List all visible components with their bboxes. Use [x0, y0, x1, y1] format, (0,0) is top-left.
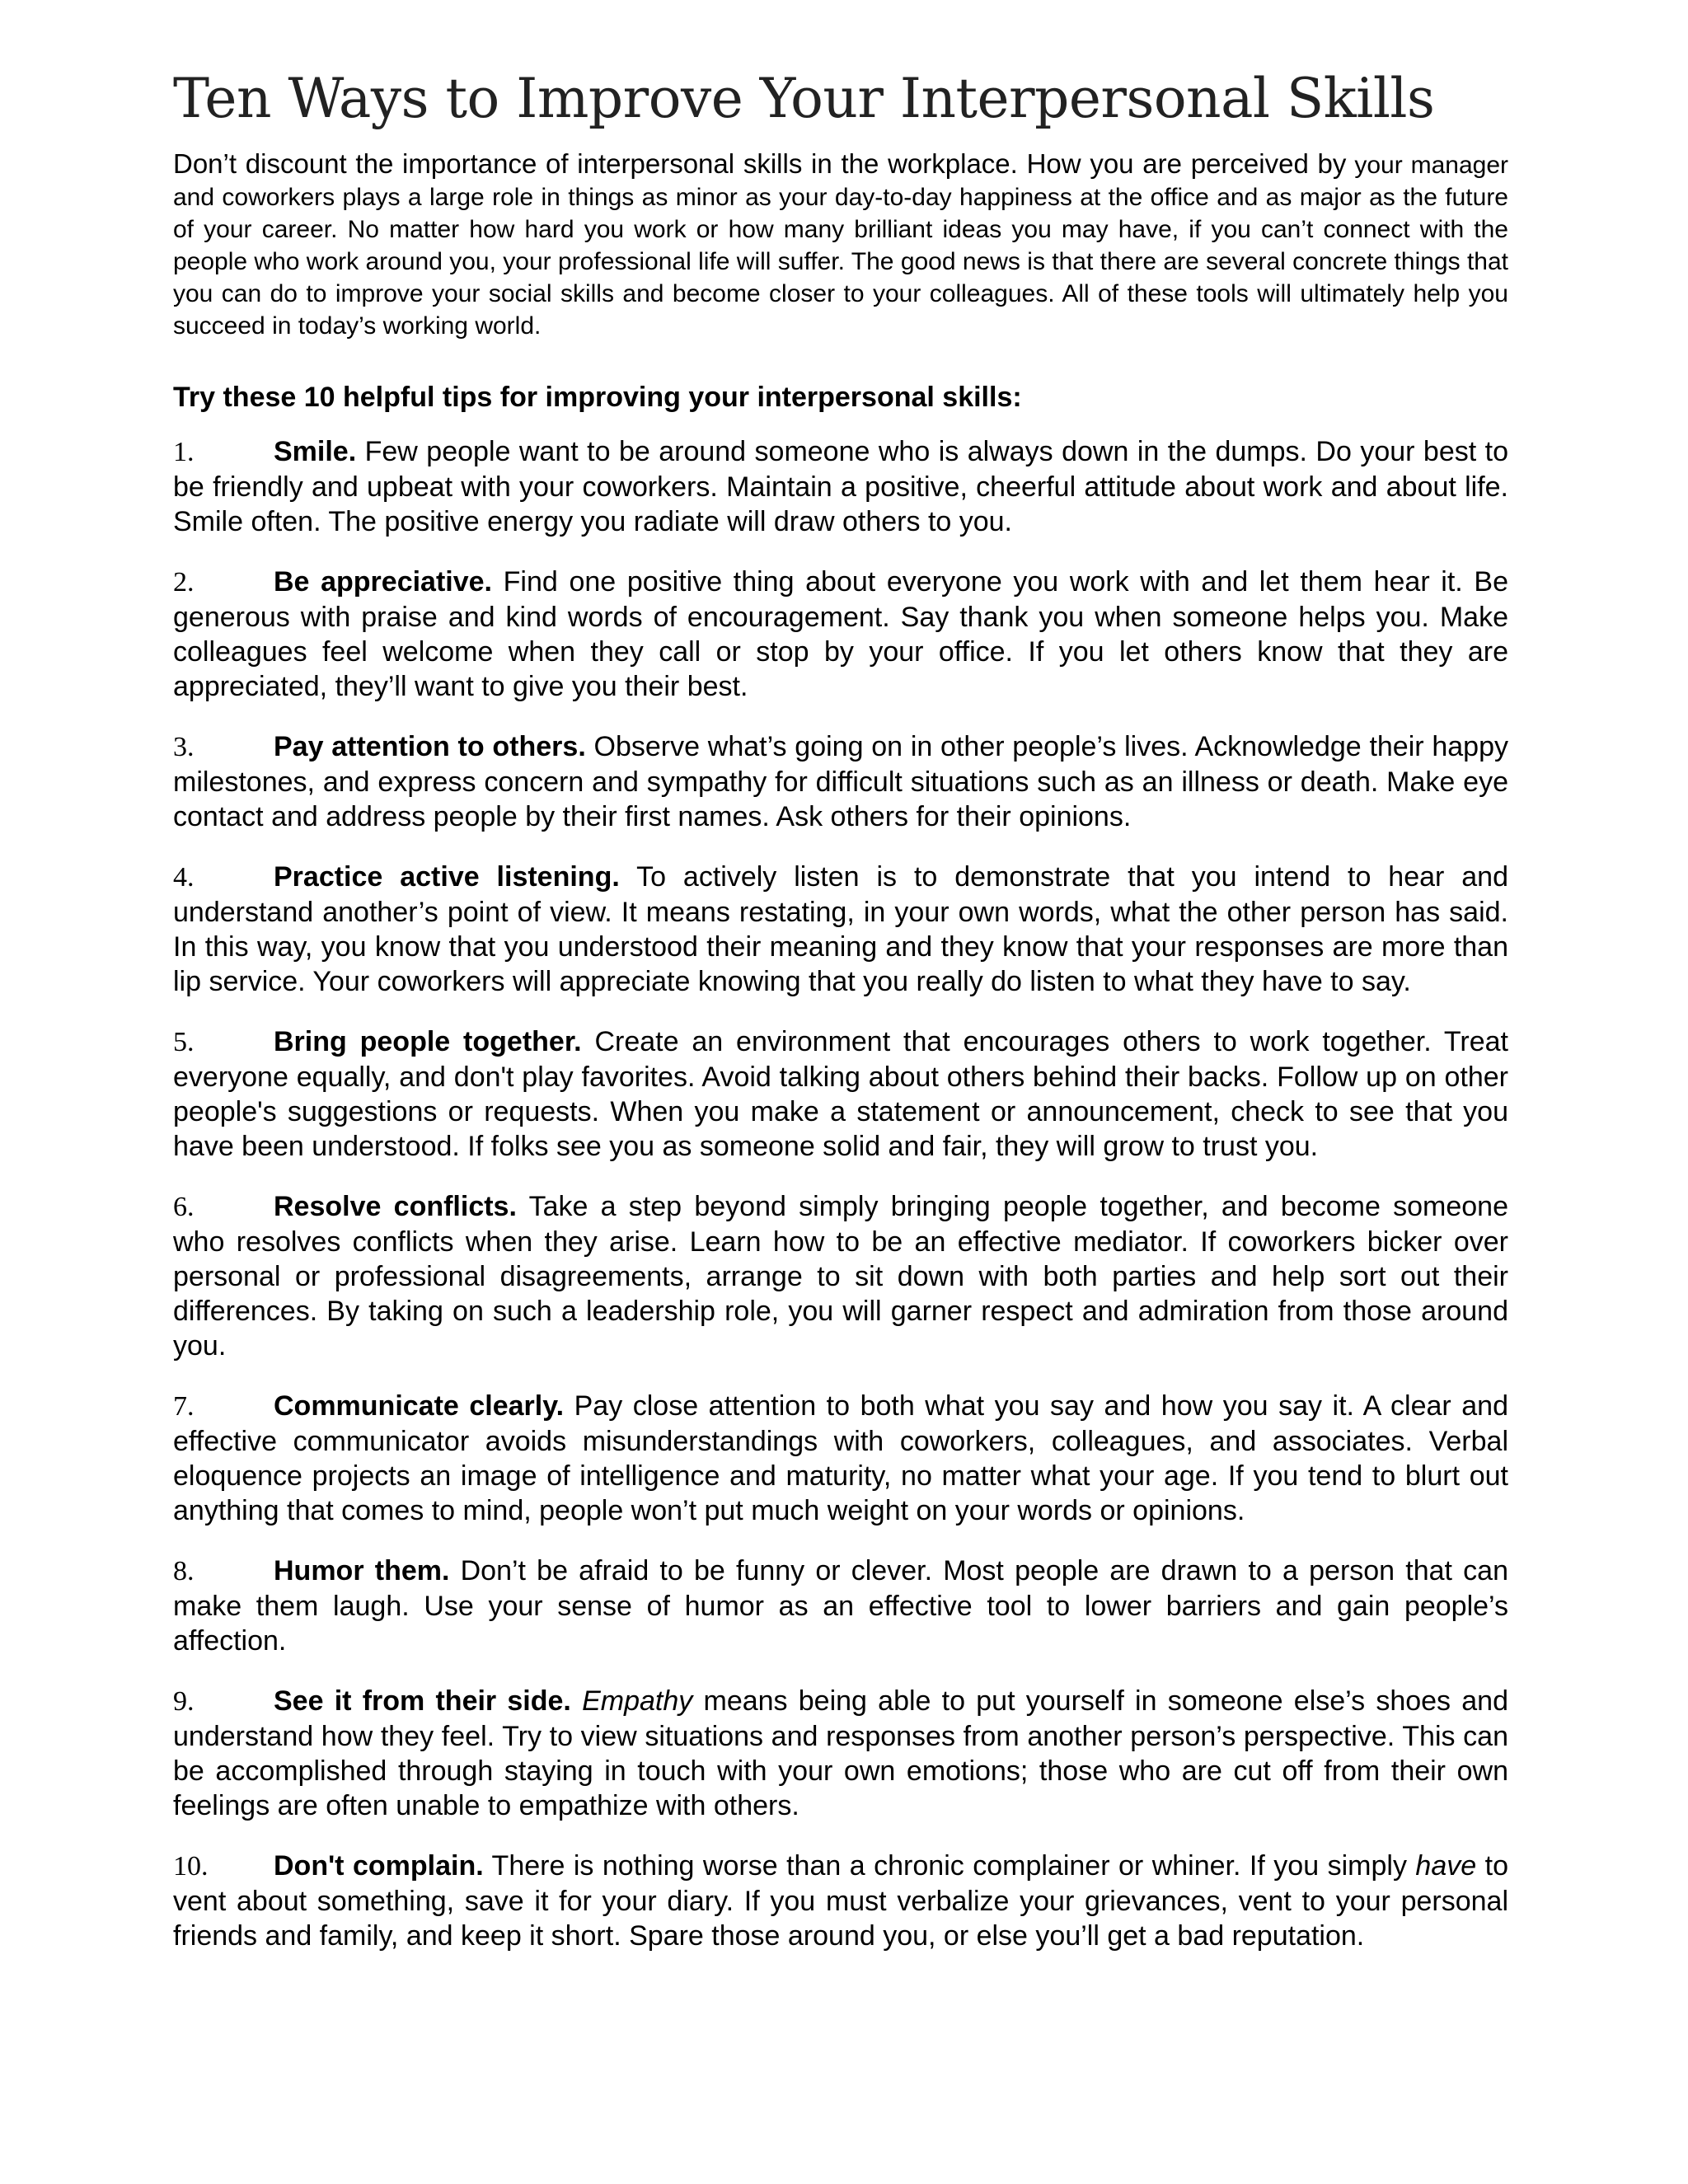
document-page	[173, 66, 1508, 1979]
tip-body: Don’t be afraid to be funny or clever. Most people are drawn to a person that can make them laugh. Use your sense of humor as an effective tool to lower barriers and gain people’s affection.	[173, 1555, 1508, 1657]
tip-number: 5.	[173, 1027, 195, 1058]
tip-heading: See it from their side.	[274, 1685, 571, 1718]
tip-heading: Humor them.	[274, 1555, 450, 1587]
tip-heading: Bring people together.	[274, 1026, 582, 1058]
page-title: Ten Ways to Improve Your Interpersonal Skills	[173, 67, 1435, 130]
tip-body: To actively listen is to demonstrate that you intend to hear and understand another’s point of view. It means restating, in your own words, what the other person has said. In this way, you know that you understood their meaning and they know that your responses are more than lip service. Your coworkers will appreciate knowing that you really do listen to what they have to say.	[173, 861, 1508, 998]
tip-item	[173, 729, 1508, 834]
tip-item	[173, 1849, 1508, 1953]
tip-body: Observe what’s going on in other people’s lives. Acknowledge their happy milestones, and express concern and sympathy for difficult situations such as an illness or death. Make eye contact and address people by their first names. Ask others for their opinions.	[173, 731, 1508, 833]
tip-heading: Don't complain.	[274, 1850, 484, 1882]
tip-body: Create an environment that encourages others to work together. Treat everyone equally, and don't play favorites. Avoid talking about others behind their backs. Follow up on other people's suggestions or requests. When you make a statement or announcement, check to see that you have been understood. If folks see you as someone solid and fair, they will grow to trust you.	[173, 1026, 1508, 1163]
tip-heading: Be appreciative.	[274, 566, 492, 598]
tip-body-pre	[571, 1685, 582, 1717]
tip-body: Find one positive thing about everyone you work with and let them hear it. Be generous with praise and kind words of encouragement. Say thank you when someone helps you. Make colleagues feel welcome when they call or stop by your office. If you let others know that they are appreciated, they’ll want to give you their best.	[173, 566, 1508, 703]
tip-item	[173, 1189, 1508, 1363]
tip-heading: Smile.	[274, 436, 357, 468]
tip-item	[173, 1024, 1508, 1164]
tip-number: 4.	[173, 862, 195, 893]
tip-number: 1.	[173, 437, 195, 468]
tip-item	[173, 1684, 1508, 1823]
intro-lead: Don’t discount the importance of interpersonal skills in the workplace. How you are perceived by	[173, 148, 1347, 180]
tip-heading: Practice active listening.	[274, 861, 620, 893]
tips-subheading: Try these 10 helpful tips for improving your interpersonal skills:	[173, 382, 1022, 414]
intro-rest: your manager and coworkers plays a large role in things as minor as your day-to-day happiness at the office and as major as the future of your career. No matter how hard you work or how many brilliant ideas you may have, if you can’t connect with the people who work around you, your professional life will suffer. The good news is that there are several concrete things that you can do to improve your social skills and become closer to your colleagues. All of these tools will ultimately help you succeed in today’s working world.	[173, 152, 1508, 340]
tip-number: 6.	[173, 1192, 195, 1223]
tip-body-post: to vent about something, save it for your diary. If you must verbalize your grievances, vent to your personal friends and family, and keep it short. Spare those around you, or else you’ll get a bad reputation.	[173, 1850, 1508, 1952]
intro-paragraph	[173, 148, 1508, 342]
tip-number: 10.	[173, 1851, 209, 1882]
tip-body-emphasis: have	[1415, 1850, 1477, 1882]
tip-number: 8.	[173, 1556, 195, 1587]
tip-body-emphasis: Empathy	[582, 1685, 693, 1718]
tip-item	[173, 1389, 1508, 1528]
tip-number: 7.	[173, 1391, 195, 1422]
tip-body: Few people want to be around someone who is always down in the dumps. Do your best to be friendly and upbeat with your coworkers. Maintain a positive, cheerful attitude about work and about life. Smile often. The positive energy you radiate will draw others to you.	[173, 436, 1508, 538]
tip-item	[173, 860, 1508, 999]
tip-heading: Communicate clearly.	[274, 1390, 565, 1422]
tip-heading: Pay attention to others.	[274, 731, 586, 763]
tip-heading: Resolve conflicts.	[274, 1191, 517, 1223]
tip-number: 3.	[173, 732, 195, 763]
tip-item	[173, 565, 1508, 704]
tip-body: Pay close attention to both what you say and how you say it. A clear and effective communicator avoids misunderstandings with coworkers, colleagues, and associates. Verbal eloquence projects an image of intelligence and maturity, no matter what your age. If you tend to blurt out anything that comes to mind, people won’t put much weight on your words or opinions.	[173, 1390, 1509, 1527]
tip-body: Take a step beyond simply bringing people together, and become someone who resolves conflicts when they arise. Learn how to be an effective mediator. If coworkers bicker over personal or professional disagreements, arrange to sit down with both parties and help sort out their differences. By taking on such a leadership role, you will garner respect and admiration from those around you.	[173, 1191, 1508, 1362]
tip-body-pre: There is nothing worse than a chronic complainer or whiner. If you simply	[483, 1850, 1416, 1882]
tip-item	[173, 1554, 1508, 1658]
tip-number: 2.	[173, 567, 195, 598]
tip-item	[173, 434, 1508, 539]
tip-number: 9.	[173, 1686, 195, 1718]
tip-body-post: means being able to put yourself in someone else’s shoes and understand how they feel. Try to view situations and responses from another person’s perspective. This can be accomplished through staying in touch with your own emotions; those who are cut off from their own feelings are often unable to empathize with others.	[173, 1685, 1508, 1822]
